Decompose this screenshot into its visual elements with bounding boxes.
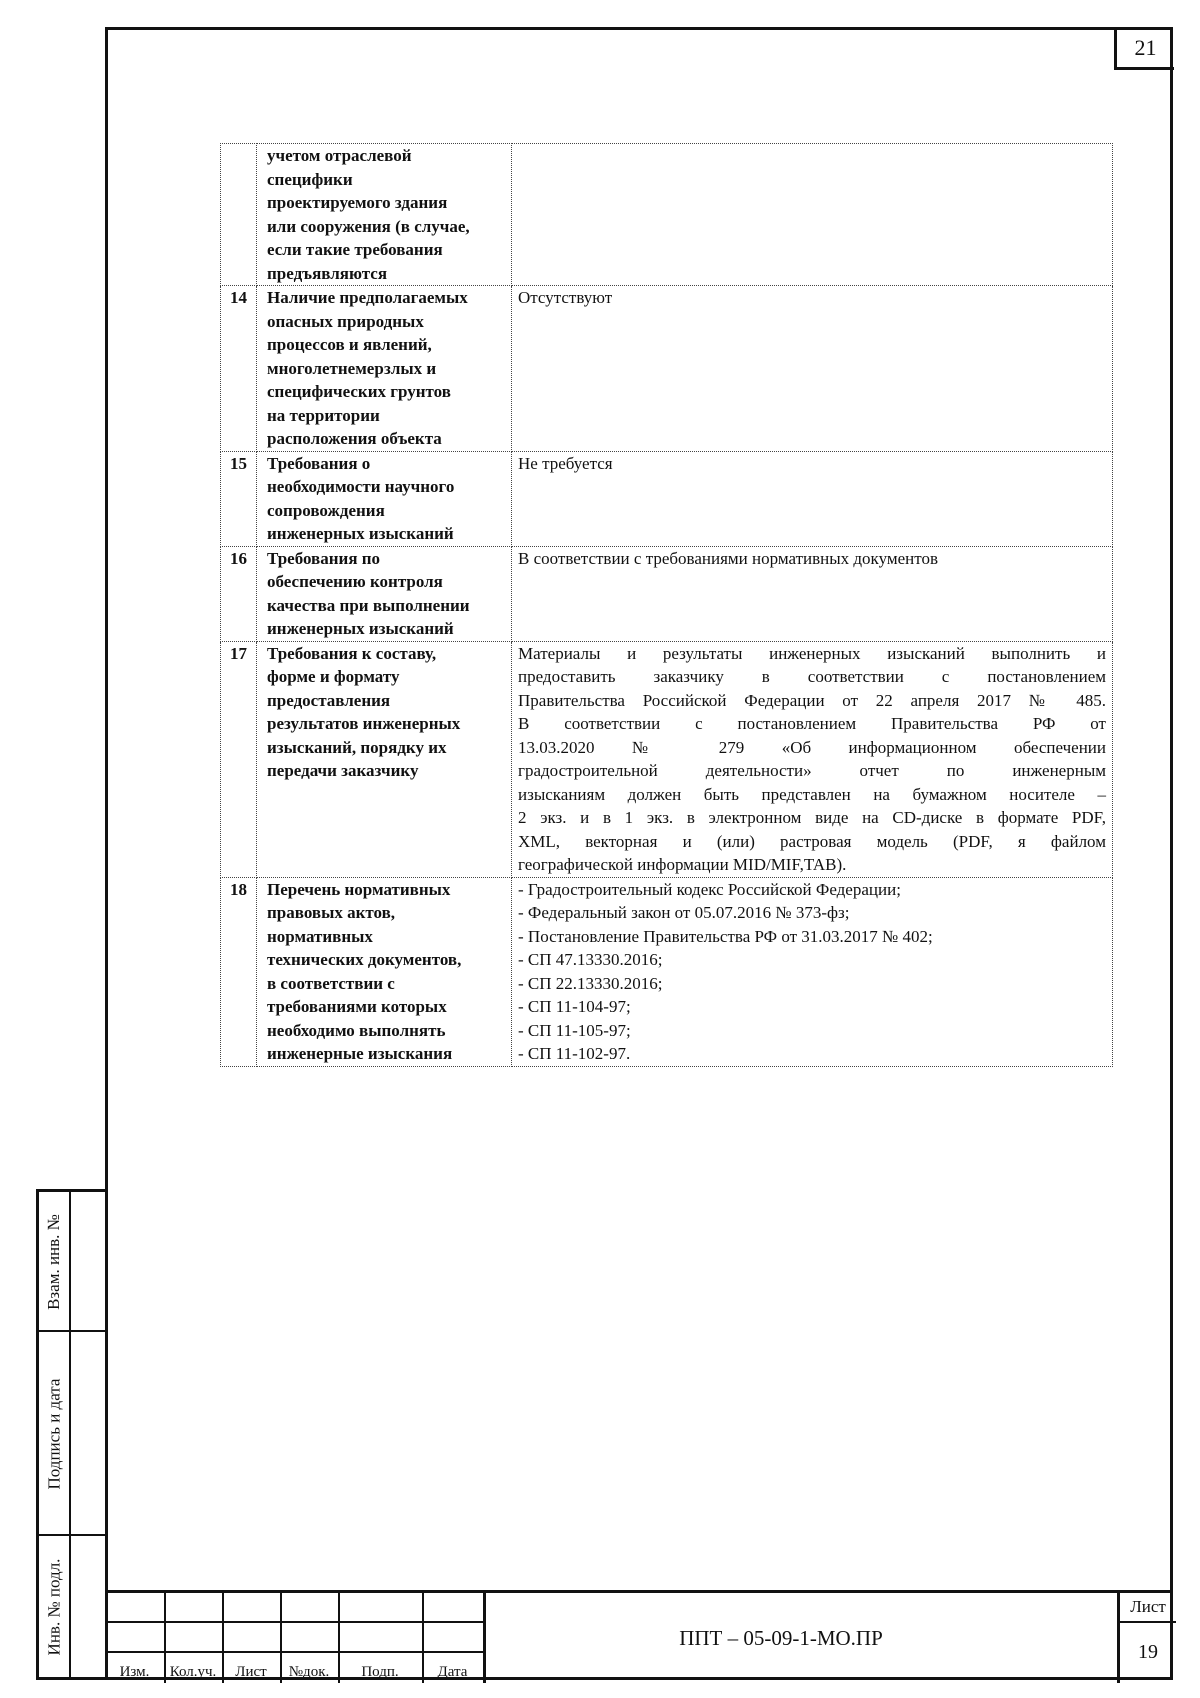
vzam-label: Взам. инв. № [44, 1214, 63, 1310]
value-line: Отсутствуют [518, 288, 613, 307]
revision-grid [105, 1593, 483, 1683]
requirement-line: технических документов, [267, 950, 462, 969]
page-number-top: 21 [1114, 28, 1174, 70]
value-line: Правительства Российской Федерации от 22 апреля 2017 № 485. [518, 690, 1106, 710]
value-line: - СП 47.13330.2016; [518, 950, 663, 969]
stamp-label-izm: Изм. [119, 1664, 150, 1680]
value-line: В соответствии с постановлением Правительства РФ от [518, 714, 1106, 733]
value-line: - СП 22.13330.2016; [518, 973, 663, 993]
requirement-value [512, 641, 1113, 877]
requirement-name [257, 546, 512, 641]
value-line: - Федеральный закон от 05.07.2016 № 373-фз; [518, 903, 850, 922]
podpis-cell [39, 1332, 105, 1536]
stamp-label-data: Дата [437, 1664, 468, 1680]
requirement-value [512, 144, 1113, 286]
requirement-value [512, 546, 1113, 641]
value-line: градостроительной деятельности» отчет по инженерным [518, 761, 1106, 780]
table-row [221, 641, 1113, 877]
table-row [221, 877, 1113, 1066]
value-line: - Градостроительный кодекс Российской Федерации; [518, 879, 901, 899]
requirement-value [512, 286, 1113, 452]
value-line: - СП 11-105-97; [518, 1020, 631, 1040]
value-line: В соответствии с требованиями нормативных документов [518, 548, 938, 568]
row-number [221, 144, 257, 286]
row-number: 18 [221, 877, 257, 1066]
value-line: 2 экз. и в 1 экз. в электронном виде на CD-диске в формате PDF, [518, 808, 1106, 827]
requirement-line: специфики [267, 169, 353, 189]
requirement-line: инженерных изысканий [267, 619, 454, 638]
requirement-name [257, 641, 512, 877]
stamp-label-podp: Подп. [361, 1664, 399, 1680]
document-code: ППТ – 05-09-1-МО.ПР [483, 1593, 1076, 1683]
requirement-line: правовых актов, [267, 903, 396, 922]
requirements-table [220, 143, 1113, 1067]
value-line: изысканиям должен быть представлен на бумажном носителе – [518, 784, 1106, 804]
inv-cell [39, 1536, 105, 1677]
sheet-label: Лист [1120, 1593, 1176, 1623]
value-line: 13.03.2020 № 279 «Об информационном обеспечении [518, 737, 1106, 757]
requirement-line: учетом отраслевой [267, 146, 412, 165]
value-line: Материалы и результаты инженерных изысканий выполнить и [518, 643, 1106, 663]
requirement-line: если такие требования [267, 240, 443, 259]
requirement-line: в соответствии с [267, 973, 395, 993]
stamp-label-kolich: Кол.уч. [169, 1664, 217, 1680]
requirement-line: Требования к составу, [267, 643, 437, 663]
requirement-line: Перечень нормативных [267, 879, 451, 899]
sheet-box [1117, 1593, 1176, 1683]
requirement-line: изысканий, порядку их [267, 737, 447, 757]
requirement-line: необходимости научного [267, 477, 455, 496]
requirement-name [257, 144, 512, 286]
requirement-line: предоставления [267, 690, 391, 710]
row-number: 15 [221, 451, 257, 546]
requirement-line: Требования о [267, 453, 371, 473]
value-line: - СП 11-102-97. [518, 1044, 631, 1063]
requirement-line: многолетнемерзлых и [267, 358, 437, 378]
row-number: 17 [221, 641, 257, 877]
requirement-line: сопровождения [267, 500, 385, 520]
requirement-line: форме и формату [267, 667, 400, 686]
requirement-line: проектируемого здания [267, 193, 448, 212]
requirement-line: обеспечению контроля [267, 572, 443, 591]
podpis-label: Подпись и дата [44, 1378, 63, 1490]
stamp-label-ndok: №док. [288, 1664, 330, 1680]
requirement-line: Наличие предполагаемых [267, 288, 468, 307]
requirement-line: инженерных изысканий [267, 524, 454, 543]
value-line: XML, векторная и (или) растровая модель (PDF, я файлом [518, 831, 1106, 851]
requirement-value [512, 451, 1113, 546]
stamp-label-list: Лист [235, 1664, 267, 1680]
table-row [221, 451, 1113, 546]
requirement-line: предъявляются [267, 263, 388, 283]
requirement-line: передачи заказчику [267, 761, 419, 780]
requirement-line: или сооружения (в случае, [267, 216, 470, 236]
value-line: географической информации MID/MIF,TAB). [518, 855, 847, 874]
requirement-line: Требования по [267, 548, 381, 568]
requirement-name [257, 451, 512, 546]
requirement-value [512, 877, 1113, 1066]
value-line: - Постановление Правительства РФ от 31.03.2017 № 402; [518, 926, 933, 946]
requirement-line: результатов инженерных [267, 714, 461, 733]
value-line: Не требуется [518, 453, 613, 473]
requirement-line: необходимо выполнять [267, 1020, 446, 1040]
requirement-line: расположения объекта [267, 429, 442, 448]
requirement-line: нормативных [267, 926, 373, 946]
requirement-line: специфических грунтов [267, 382, 451, 401]
table-row [221, 286, 1113, 452]
value-line: - СП 11-104-97; [518, 997, 631, 1016]
requirement-name [257, 286, 512, 452]
vzam-cell [39, 1192, 105, 1332]
row-number: 14 [221, 286, 257, 452]
requirement-line: на территории [267, 405, 380, 425]
requirement-line: опасных природных [267, 311, 424, 331]
approval-strip [36, 1189, 108, 1680]
table-row [221, 144, 1113, 286]
title-block [105, 1590, 1173, 1680]
sheet-number: 19 [1138, 1640, 1158, 1663]
table-row [221, 546, 1113, 641]
requirement-line: качества при выполнении [267, 595, 470, 615]
requirement-name [257, 877, 512, 1066]
requirement-line: требованиями которых [267, 997, 447, 1016]
row-number: 16 [221, 546, 257, 641]
requirement-line: инженерные изыскания [267, 1044, 453, 1063]
requirement-line: процессов и явлений, [267, 335, 432, 354]
value-line: предоставить заказчику в соответствии с постановлением [518, 667, 1106, 686]
inv-label: Инв. № подл. [44, 1558, 63, 1655]
